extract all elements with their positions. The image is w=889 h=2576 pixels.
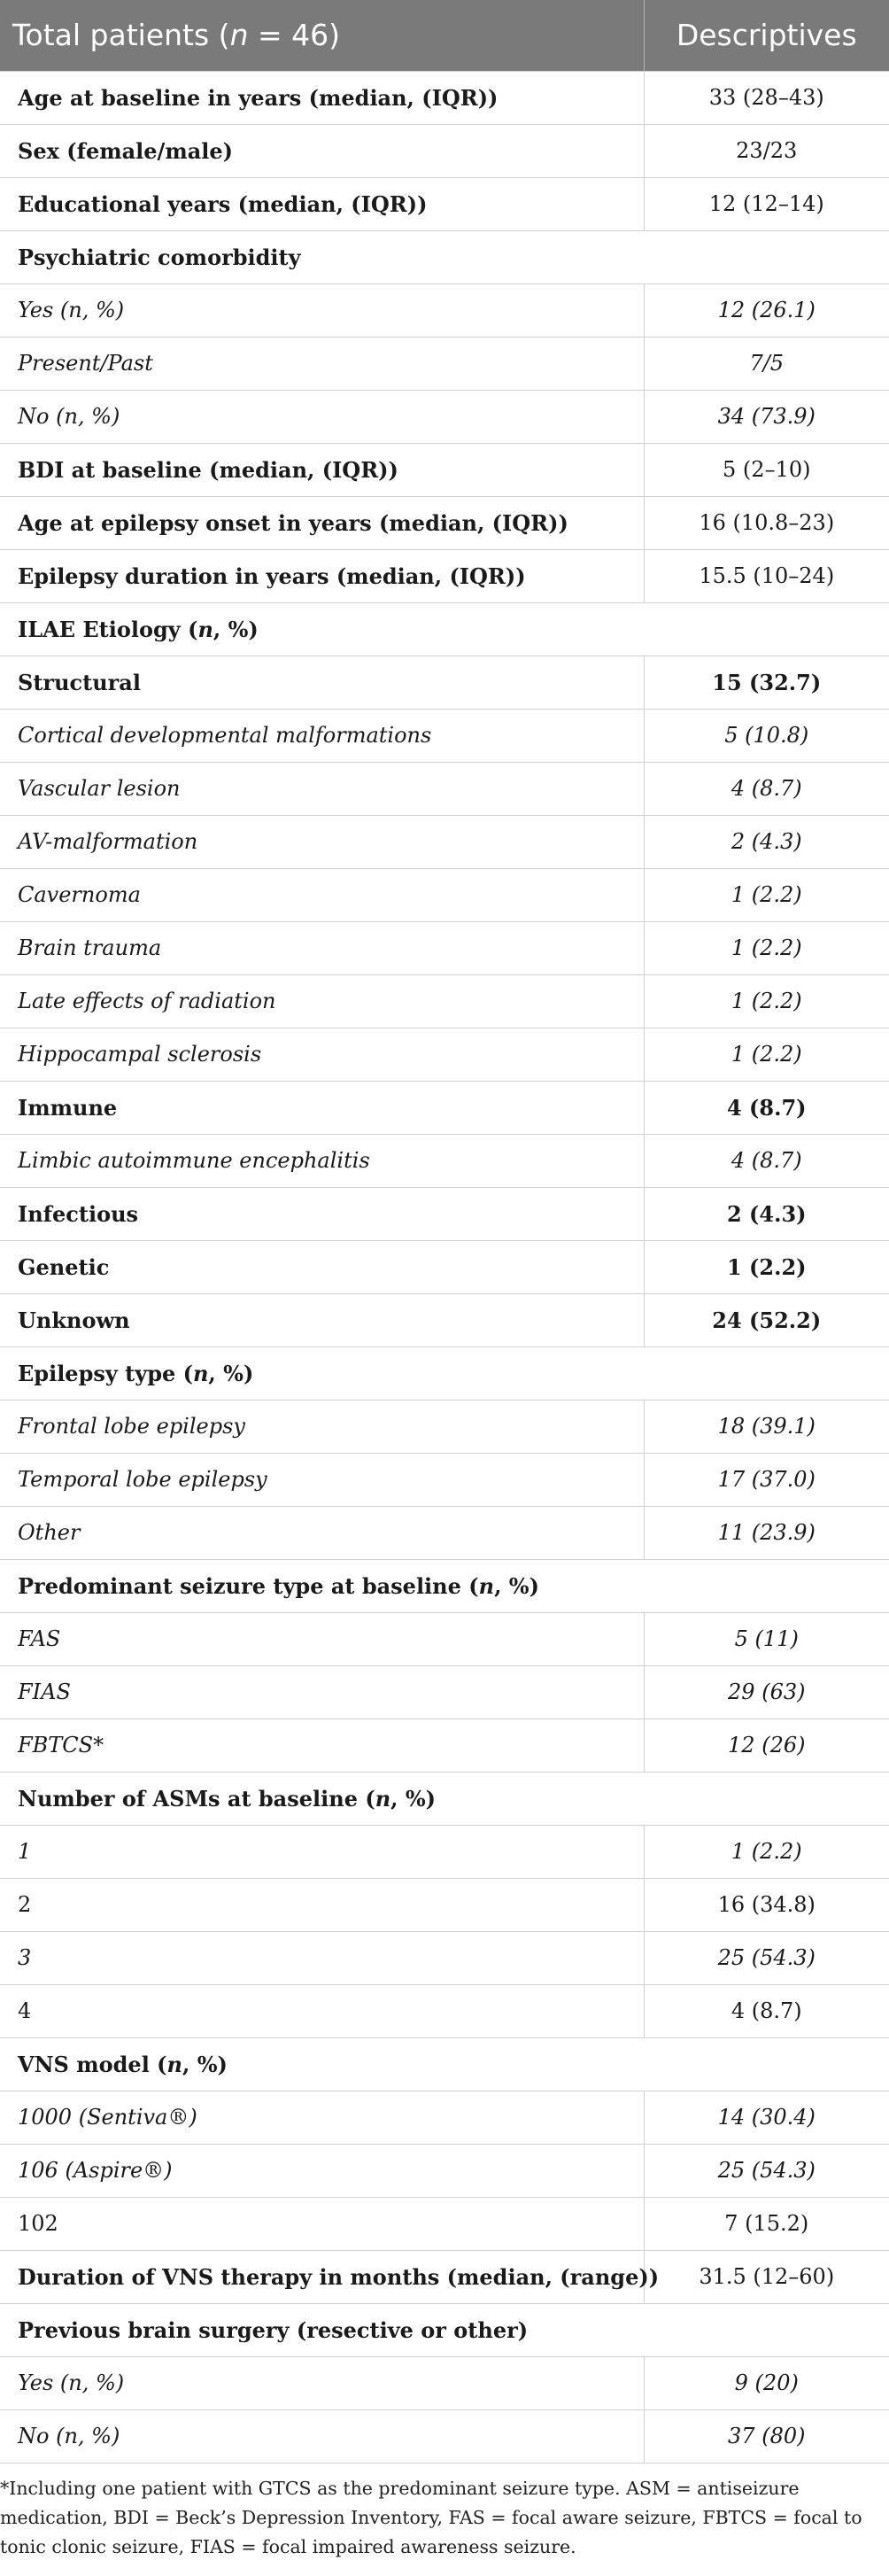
row-label: Frontal lobe epilepsy xyxy=(0,1400,644,1453)
row-label: 1 xyxy=(0,1825,644,1878)
row-label: Age at baseline in years (median, (IQR)) xyxy=(0,71,644,124)
table-row xyxy=(0,496,889,549)
row-label: Cortical developmental malformations xyxy=(0,709,644,762)
row-label: ILAE Etiology (n, %) xyxy=(0,602,644,656)
table-row xyxy=(0,1878,889,1931)
row-value: 15 (32.7) xyxy=(644,656,889,709)
row-label: Cavernoma xyxy=(0,868,644,921)
table-row xyxy=(0,1506,889,1559)
table-row xyxy=(0,1293,889,1346)
table-row xyxy=(0,71,889,124)
row-label: Other xyxy=(0,1506,644,1559)
row-value: 18 (39.1) xyxy=(644,1400,889,1453)
table-row xyxy=(0,2037,889,2091)
table-row xyxy=(0,602,889,656)
table-row xyxy=(0,2091,889,2144)
row-label: Yes (n, %) xyxy=(0,2356,644,2409)
row-value: 24 (52.2) xyxy=(644,1293,889,1346)
row-value xyxy=(644,1772,889,1825)
row-label: Vascular lesion xyxy=(0,762,644,815)
table-row xyxy=(0,1772,889,1825)
row-label: 2 xyxy=(0,1878,644,1931)
row-value: 16 (10.8–23) xyxy=(644,496,889,549)
table-header xyxy=(0,0,889,71)
row-label: VNS model (n, %) xyxy=(0,2037,644,2091)
table-row xyxy=(0,2356,889,2409)
table-row xyxy=(0,1453,889,1506)
row-value: 29 (63) xyxy=(644,1665,889,1719)
row-value: 2 (4.3) xyxy=(644,815,889,868)
row-value xyxy=(644,230,889,283)
row-label: 3 xyxy=(0,1931,644,1984)
row-label: No (n, %) xyxy=(0,390,644,443)
row-label: Duration of VNS therapy in months (median, (range)) xyxy=(0,2250,644,2303)
row-value xyxy=(644,1559,889,1612)
row-value: 15.5 (10–24) xyxy=(644,549,889,602)
row-value: 25 (54.3) xyxy=(644,2144,889,2197)
table-row xyxy=(0,1028,889,1081)
table-row xyxy=(0,2409,889,2463)
table-row xyxy=(0,1719,889,1772)
row-label: Previous brain surgery (resective or other) xyxy=(0,2303,644,2356)
row-value: 33 (28–43) xyxy=(644,71,889,124)
table-row xyxy=(0,1400,889,1453)
row-label: Hippocampal sclerosis xyxy=(0,1028,644,1081)
table-row xyxy=(0,443,889,496)
table-row xyxy=(0,390,889,443)
table-row xyxy=(0,124,889,177)
row-value: 37 (80) xyxy=(644,2409,889,2463)
row-label: Predominant seizure type at baseline (n, %) xyxy=(0,1559,644,1612)
table-row xyxy=(0,1612,889,1665)
row-value: 14 (30.4) xyxy=(644,2091,889,2144)
row-label: Structural xyxy=(0,656,644,709)
row-value: 4 (8.7) xyxy=(644,1134,889,1187)
table-row xyxy=(0,974,889,1028)
row-label: 1000 (Sentiva®) xyxy=(0,2091,644,2144)
row-value: 1 (2.2) xyxy=(644,1240,889,1293)
row-label: BDI at baseline (median, (IQR)) xyxy=(0,443,644,496)
row-value: 1 (2.2) xyxy=(644,1028,889,1081)
row-value: 31.5 (12–60) xyxy=(644,2250,889,2303)
row-value: 17 (37.0) xyxy=(644,1453,889,1506)
table-row xyxy=(0,868,889,921)
row-label: AV-malformation xyxy=(0,815,644,868)
row-value xyxy=(644,602,889,656)
row-value xyxy=(644,1346,889,1400)
row-label: Age at epilepsy onset in years (median, (IQR)) xyxy=(0,496,644,549)
row-label: Yes (n, %) xyxy=(0,283,644,337)
row-label: Limbic autoimmune encephalitis xyxy=(0,1134,644,1187)
header-total-patients: Total patients (n = 46) xyxy=(0,0,644,71)
table-row xyxy=(0,656,889,709)
row-label: Epilepsy duration in years (median, (IQR)) xyxy=(0,549,644,602)
row-label: Late effects of radiation xyxy=(0,974,644,1028)
row-label: Educational years (median, (IQR)) xyxy=(0,177,644,230)
table-footnote: *Including one patient with GTCS as the predominant seizure type. ASM = antiseizure medication, BDI = Beck’s Depression Inventory, FAS = focal aware seizure, FBTCS = focal to tonic clonic seizure, FIAS = focal impaired awareness seizure. xyxy=(0,2478,862,2557)
table-row xyxy=(0,1825,889,1878)
row-value: 1 (2.2) xyxy=(644,921,889,974)
row-value: 1 (2.2) xyxy=(644,1825,889,1878)
table-row xyxy=(0,1931,889,1984)
row-value: 9 (20) xyxy=(644,2356,889,2409)
table-row xyxy=(0,1187,889,1240)
row-label: Present/Past xyxy=(0,337,644,390)
row-label: Psychiatric comorbidity xyxy=(0,230,644,283)
table-row xyxy=(0,2250,889,2303)
table-row xyxy=(0,815,889,868)
row-label: 106 (Aspire®) xyxy=(0,2144,644,2197)
table-row xyxy=(0,1240,889,1293)
table-row xyxy=(0,549,889,602)
row-label: Temporal lobe epilepsy xyxy=(0,1453,644,1506)
row-value: 5 (10.8) xyxy=(644,709,889,762)
table-row xyxy=(0,2197,889,2250)
row-value: 34 (73.9) xyxy=(644,390,889,443)
table-row xyxy=(0,1665,889,1719)
row-value: 11 (23.9) xyxy=(644,1506,889,1559)
row-label: Unknown xyxy=(0,1293,644,1346)
row-label: Number of ASMs at baseline (n, %) xyxy=(0,1772,644,1825)
table-row xyxy=(0,1559,889,1612)
row-value: 4 (8.7) xyxy=(644,1984,889,2037)
header-descriptives: Descriptives xyxy=(676,18,857,53)
row-value: 25 (54.3) xyxy=(644,1931,889,1984)
table-row xyxy=(0,762,889,815)
row-label: Epilepsy type (n, %) xyxy=(0,1346,644,1400)
row-label: Infectious xyxy=(0,1187,644,1240)
row-value: 2 (4.3) xyxy=(644,1187,889,1240)
row-value: 7 (15.2) xyxy=(644,2197,889,2250)
row-value: 16 (34.8) xyxy=(644,1878,889,1931)
row-label: FAS xyxy=(0,1612,644,1665)
row-value: 1 (2.2) xyxy=(644,868,889,921)
table-row xyxy=(0,337,889,390)
row-value: 23/23 xyxy=(644,124,889,177)
row-label: 102 xyxy=(0,2197,644,2250)
table-body xyxy=(0,71,889,2463)
table-row xyxy=(0,283,889,337)
row-value xyxy=(644,2303,889,2356)
row-label: Brain trauma xyxy=(0,921,644,974)
row-value: 1 (2.2) xyxy=(644,974,889,1028)
table-row xyxy=(0,177,889,230)
row-value: 12 (26.1) xyxy=(644,283,889,337)
table-row xyxy=(0,921,889,974)
row-value: 5 (11) xyxy=(644,1612,889,1665)
row-label: Sex (female/male) xyxy=(0,124,644,177)
row-value xyxy=(644,2037,889,2091)
row-label: Genetic xyxy=(0,1240,644,1293)
row-value: 12 (26) xyxy=(644,1719,889,1772)
table-row xyxy=(0,2144,889,2197)
table-row xyxy=(0,709,889,762)
row-label: Immune xyxy=(0,1081,644,1134)
table-row xyxy=(0,1346,889,1400)
table-row xyxy=(0,230,889,283)
row-value: 4 (8.7) xyxy=(644,1081,889,1134)
row-label: 4 xyxy=(0,1984,644,2037)
row-value: 5 (2–10) xyxy=(644,443,889,496)
row-label: FIAS xyxy=(0,1665,644,1719)
table-row xyxy=(0,1984,889,2037)
row-value: 12 (12–14) xyxy=(644,177,889,230)
row-value: 7/5 xyxy=(644,337,889,390)
table-row xyxy=(0,2303,889,2356)
row-label: No (n, %) xyxy=(0,2409,644,2463)
table-row xyxy=(0,1081,889,1134)
row-label: FBTCS* xyxy=(0,1719,644,1772)
table-row xyxy=(0,1134,889,1187)
row-value: 4 (8.7) xyxy=(644,762,889,815)
